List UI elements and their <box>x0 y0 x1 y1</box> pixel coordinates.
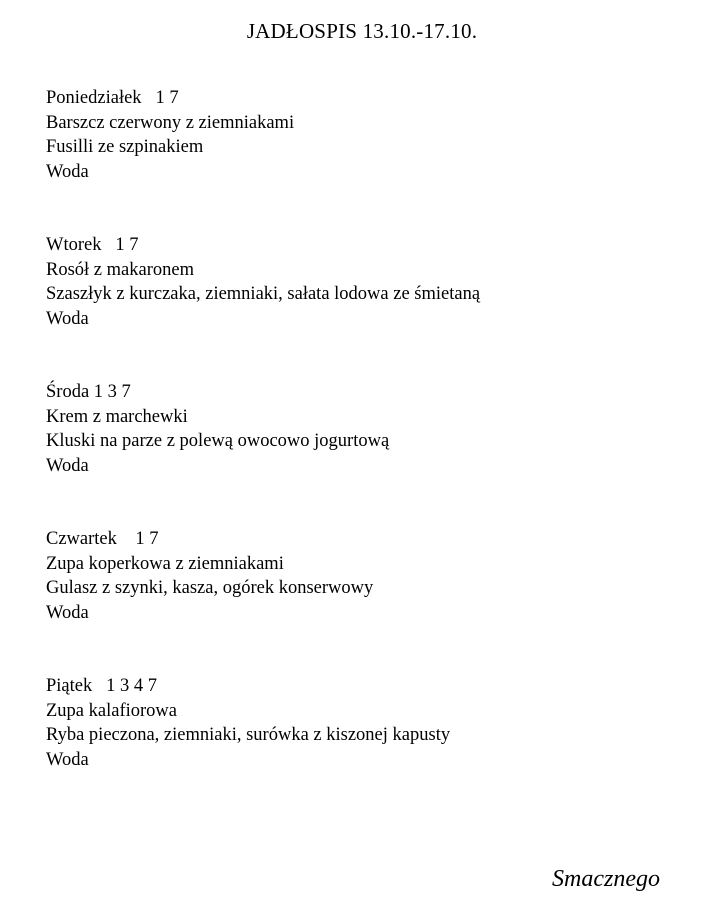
day-header <box>46 233 480 258</box>
day-block-thursday <box>46 527 373 625</box>
day-header <box>46 674 450 699</box>
day-name: Czwartek <box>46 529 117 549</box>
main-course-item: Ryba pieczona, ziemniaki, surówka z kiszonej kapusty <box>46 725 451 746</box>
day-name: Poniedziałek <box>46 88 142 108</box>
day-allergens: 1 7 <box>135 529 159 549</box>
day-header <box>46 527 373 552</box>
soup-item: Rosół z makaronem <box>46 259 194 280</box>
drink-item: Woda <box>46 308 89 329</box>
day-name: Środa <box>46 382 90 402</box>
day-allergens: 1 3 4 7 <box>106 676 157 696</box>
day-block-tuesday <box>46 233 480 331</box>
main-course-item: Fusilli ze szpinakiem <box>46 137 204 158</box>
soup-item: Barszcz czerwony z ziemniakami <box>46 112 295 133</box>
day-block-wednesday <box>46 380 389 478</box>
day-allergens: 1 7 <box>115 235 139 255</box>
day-header <box>46 380 389 405</box>
closing-greeting: Smacznego <box>552 866 660 892</box>
main-course-item: Gulasz z szynki, kasza, ogórek konserwowy <box>46 578 374 599</box>
soup-item: Zupa koperkowa z ziemniakami <box>46 553 284 574</box>
drink-item: Woda <box>46 161 89 182</box>
day-header <box>46 86 294 111</box>
menu-title: JADŁOSPIS 13.10.-17.10. <box>246 19 478 43</box>
day-allergens: 1 3 7 <box>93 382 131 402</box>
day-name: Piątek <box>46 676 93 696</box>
soup-item: Zupa kalafiorowa <box>46 700 177 721</box>
day-name: Wtorek <box>46 235 102 255</box>
drink-item: Woda <box>46 749 89 770</box>
drink-item: Woda <box>46 455 89 476</box>
main-course-item: Szaszłyk z kurczaka, ziemniaki, sałata lodowa ze śmietaną <box>46 284 481 305</box>
day-block-monday <box>46 86 294 184</box>
day-block-friday <box>46 674 450 772</box>
main-course-item: Kluski na parze z polewą owocowo jogurtową <box>46 431 390 452</box>
day-allergens: 1 7 <box>155 88 179 108</box>
soup-item: Krem z marchewki <box>46 406 188 427</box>
drink-item: Woda <box>46 602 89 623</box>
